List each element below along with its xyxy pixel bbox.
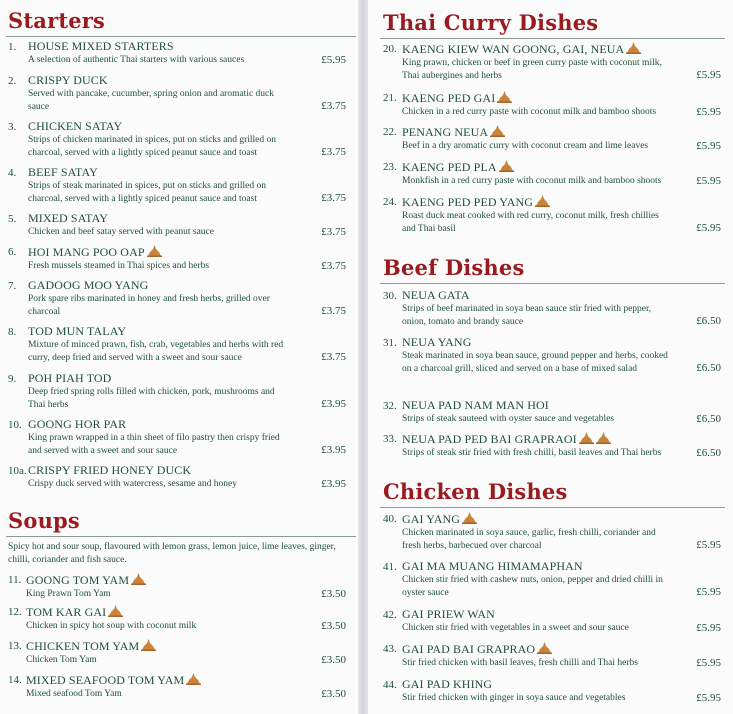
item-description: Strips of chicken marinated in spices, put on sticks and grilled on charcoal, served with a lightly spiced peanut sauce and toast xyxy=(28,135,277,158)
item-price: £3.95 xyxy=(321,398,346,410)
menu-item xyxy=(8,40,346,67)
starters-title: Starters xyxy=(8,8,106,33)
item-name: GADOOG MOO YANG xyxy=(28,278,149,292)
item-name: CHICKEN TOM YAM xyxy=(26,639,140,653)
item-price: £3.95 xyxy=(321,477,346,490)
menu-item xyxy=(383,336,721,375)
item-price: £5.95 xyxy=(696,105,721,118)
item-number: 40. xyxy=(383,513,397,525)
item-price: £5.95 xyxy=(696,174,721,187)
item-description: Mixed seafood Tom Yam xyxy=(26,689,122,699)
menu-item xyxy=(8,418,346,457)
chilli-icon xyxy=(626,42,641,54)
item-description: Stir fried chicken with ginger in soya sauce and vegetables xyxy=(402,693,626,703)
item-description: Beef in a dry aromatic curry with coconut cream and lime leaves xyxy=(402,141,649,151)
item-name: NEUA YANG xyxy=(402,335,472,349)
item-description: Strips of beef marinated in soya bean sauce stir fried with pepper, onion, tomato and brandy sauce xyxy=(402,304,652,327)
item-description: Monkfish in a red curry paste with coconut milk and bamboo shoots xyxy=(402,176,662,186)
item-name: CHICKEN SATAY xyxy=(28,119,123,133)
item-name: MIXED SATAY xyxy=(28,211,109,225)
item-price: £3.95 xyxy=(321,444,346,456)
item-price: £5.95 xyxy=(696,621,721,634)
item-number: 31. xyxy=(383,337,397,349)
menu-item xyxy=(8,166,346,205)
item-price: £3.50 xyxy=(321,619,346,632)
menu-item xyxy=(383,195,721,235)
menu-item xyxy=(8,325,346,364)
item-description: King Prawn Tom Yam xyxy=(26,589,111,599)
item-price: £6.50 xyxy=(696,315,721,327)
item-name: KAENG KIEW WAN GOONG, GAI, NEUA xyxy=(402,42,625,56)
beef-title: Beef Dishes xyxy=(383,255,525,280)
item-number: 42. xyxy=(383,609,397,621)
item-description: Steak marinated in soya bean sauce, ground pepper and herbs, cooked on a charcoal grill, sliced and served on a base of mixed salad xyxy=(402,351,668,374)
item-description: Strips of steak stir fried with fresh chilli, basil leaves and Thai herbs xyxy=(402,448,662,458)
item-number: 9. xyxy=(8,373,17,385)
item-number: 1. xyxy=(8,41,17,53)
item-name: NEUA PAD NAM MAN HOI xyxy=(402,398,549,412)
item-name: PENANG NEUA xyxy=(402,125,489,139)
item-description: Served with pancake, cucumber, spring onion and aromatic duck sauce xyxy=(28,89,275,112)
chicken-title: Chicken Dishes xyxy=(383,479,568,504)
item-number: 32. xyxy=(383,400,397,412)
item-name: GAI PAD BAI GRAPRAO xyxy=(402,642,536,656)
item-price: £3.75 xyxy=(321,305,346,317)
item-price: £5.95 xyxy=(696,691,721,704)
menu-item xyxy=(383,512,721,552)
item-number: 43. xyxy=(383,643,397,655)
item-description: King prawn, chicken or beef in green curry paste with coconut milk, Thai aubergines and herbs xyxy=(402,58,662,81)
item-price: £3.50 xyxy=(321,687,346,700)
item-description: Chicken in a red curry paste with coconut milk and bamboo shoots xyxy=(402,107,657,117)
item-number: 12. xyxy=(8,606,22,618)
item-number: 22. xyxy=(383,126,397,138)
item-number: 7. xyxy=(8,280,17,292)
item-description: Chicken stir fried with cashew nuts, onion, pepper and dried chilli in oyster sauce xyxy=(402,575,663,598)
menu-item xyxy=(383,289,721,328)
item-number: 23. xyxy=(383,161,397,173)
item-number: 30. xyxy=(383,290,397,302)
item-name: KAENG PED GAI xyxy=(402,91,496,105)
item-price: £5.95 xyxy=(321,53,346,66)
item-description: Strips of steak marinated in spices, put on sticks and grilled on charcoal, served with a lightly spiced peanut sauce and toast xyxy=(28,181,266,204)
chilli-icon xyxy=(147,245,162,257)
item-number: 3. xyxy=(8,121,17,133)
menu-item xyxy=(383,91,721,119)
item-description: Chicken stir fried with vegetables in a sweet and sour sauce xyxy=(402,623,629,633)
item-name: GAI PAD KHING xyxy=(402,677,493,691)
item-name: NEUA GATA xyxy=(402,288,470,302)
item-name: GAI PRIEW WAN xyxy=(402,607,495,621)
menu-item xyxy=(383,608,721,635)
item-number: 41. xyxy=(383,561,397,573)
item-description: Chicken in spicy hot soup with coconut milk xyxy=(26,621,197,631)
item-price: £6.50 xyxy=(696,446,721,459)
item-price: £3.75 xyxy=(321,351,346,363)
item-description: A selection of authentic Thai starters with various sauces xyxy=(28,55,245,65)
item-name: HOI MANG POO OAP xyxy=(28,245,145,259)
chilli-icon xyxy=(497,91,512,103)
soups-title: Soups xyxy=(8,508,80,533)
item-price: £6.50 xyxy=(696,412,721,425)
chilli-icon xyxy=(141,639,156,651)
item-price: £5.95 xyxy=(696,656,721,669)
item-name: GOONG TOM YAM xyxy=(26,573,130,587)
item-description: Crispy duck served with watercress, sesame and honey xyxy=(28,479,237,489)
item-description: Chicken and beef satay served with peanut sauce xyxy=(28,227,214,237)
item-description: Pork spare ribs marinated in honey and fresh herbs, grilled over charcoal xyxy=(28,294,270,317)
curry-title: Thai Curry Dishes xyxy=(383,10,599,35)
chilli-icon xyxy=(131,573,146,585)
item-number: 5. xyxy=(8,213,17,225)
item-price: £5.95 xyxy=(696,69,721,81)
menu-item xyxy=(8,639,346,667)
item-name: KAENG PED PED YANG xyxy=(402,195,534,209)
item-description: Stir fried chicken with basil leaves, fresh chilli and Thai herbs xyxy=(402,658,638,668)
menu-item xyxy=(8,673,346,701)
item-number: 4. xyxy=(8,167,17,179)
item-name: GOONG HOR PAR xyxy=(28,417,127,431)
item-number: 20. xyxy=(383,43,397,55)
item-price: £5.95 xyxy=(696,539,721,551)
item-number: 33. xyxy=(383,433,397,445)
menu-item xyxy=(8,279,346,318)
item-number: 2. xyxy=(8,75,17,87)
item-number: 10. xyxy=(8,419,22,431)
item-number: 21. xyxy=(383,92,397,104)
item-name: POH PIAH TOD xyxy=(28,371,112,385)
item-price: £5.95 xyxy=(696,586,721,598)
item-name: GAI YANG xyxy=(402,512,461,526)
item-number: 13. xyxy=(8,640,22,652)
item-number: 14. xyxy=(8,674,22,686)
item-description: Fresh mussels steamed in Thai spices and herbs xyxy=(28,261,210,271)
menu-item xyxy=(383,678,721,705)
chilli-icon xyxy=(186,673,201,685)
menu-item xyxy=(383,560,721,599)
chilli-icon xyxy=(108,605,123,617)
item-name: TOM KAR GAI xyxy=(26,605,107,619)
soups-intro: Spicy hot and sour soup, flavoured with lemon grass, lemon juice, lime leaves, ginger, chilli, coriander and fish sauce. xyxy=(8,542,336,565)
item-description: Mixture of minced prawn, fish, crab, vegetables and herbs with red curry, deep fried and served with a sweet and sour sauce xyxy=(28,340,284,363)
item-number: 8. xyxy=(8,326,17,338)
item-price: £3.75 xyxy=(321,100,346,112)
item-name: TOD MUN TALAY xyxy=(28,324,127,338)
menu-item xyxy=(8,464,346,491)
menu-item xyxy=(8,605,346,633)
item-name: CRISPY FRIED HONEY DUCK xyxy=(28,463,192,477)
item-description: Strips of steak sauteed with oyster sauce and vegetables xyxy=(402,414,615,424)
chicken-rule xyxy=(380,507,725,508)
item-number: 6. xyxy=(8,246,17,258)
menu-item xyxy=(8,573,346,601)
chilli-icon xyxy=(499,160,514,172)
starters-rule xyxy=(6,36,356,37)
chilli-icon xyxy=(462,512,477,524)
item-price: £3.75 xyxy=(321,259,346,272)
item-price: £3.50 xyxy=(321,587,346,600)
item-number: 10a. xyxy=(8,465,27,477)
beef-rule xyxy=(380,283,725,284)
chilli-icon xyxy=(537,642,552,654)
menu-item xyxy=(8,372,346,411)
item-name: BEEF SATAY xyxy=(28,165,98,179)
item-number: 24. xyxy=(383,196,397,208)
item-description: Chicken Tom Yam xyxy=(26,655,97,665)
item-price: £5.95 xyxy=(696,139,721,152)
soups-rule xyxy=(6,536,356,537)
item-description: Chicken marinated in soya sauce, garlic, fresh chilli, coriander and fresh herbs, barbecued over charcoal xyxy=(402,528,656,551)
menu-item xyxy=(383,42,721,82)
menu-item xyxy=(8,245,346,273)
menu-item xyxy=(383,125,721,153)
chilli-icon xyxy=(596,432,611,444)
item-price: £3.75 xyxy=(321,225,346,238)
menu-item xyxy=(8,120,346,159)
item-number: 11. xyxy=(8,574,22,586)
menu-item xyxy=(383,432,721,460)
item-description: Deep fried spring rolls filled with chicken, pork, mushrooms and Thai herbs xyxy=(28,387,275,410)
item-description: King prawn wrapped in a thin sheet of filo pastry then crispy fried and served with a sweet and sour sauce xyxy=(28,433,280,456)
page-gutter xyxy=(358,0,368,714)
item-name: MIXED SEAFOOD TOM YAM xyxy=(26,673,185,687)
menu-item xyxy=(383,399,721,426)
item-description: Roast duck meat cooked with red curry, coconut milk, fresh chillies and Thai basil xyxy=(402,211,659,234)
item-price: £3.50 xyxy=(321,653,346,666)
item-price: £5.95 xyxy=(696,222,721,234)
item-name: CRISPY DUCK xyxy=(28,73,108,87)
menu-item xyxy=(383,642,721,670)
item-name: HOUSE MIXED STARTERS xyxy=(28,39,174,53)
chilli-icon xyxy=(535,195,550,207)
curry-rule xyxy=(380,38,725,39)
item-name: GAI MA MUANG HIMAMAPHAN xyxy=(402,559,583,573)
item-number: 44. xyxy=(383,679,397,691)
menu-item xyxy=(8,212,346,239)
menu-item xyxy=(383,160,721,188)
chilli-icon xyxy=(579,432,594,444)
item-name: KAENG PED PLA xyxy=(402,160,497,174)
menu-item xyxy=(8,74,346,113)
item-name: NEUA PAD PED BAI GRAPRAOI xyxy=(402,432,577,446)
item-price: £6.50 xyxy=(696,362,721,374)
chilli-icon xyxy=(490,125,505,137)
item-price: £3.75 xyxy=(321,146,346,158)
item-price: £3.75 xyxy=(321,192,346,204)
